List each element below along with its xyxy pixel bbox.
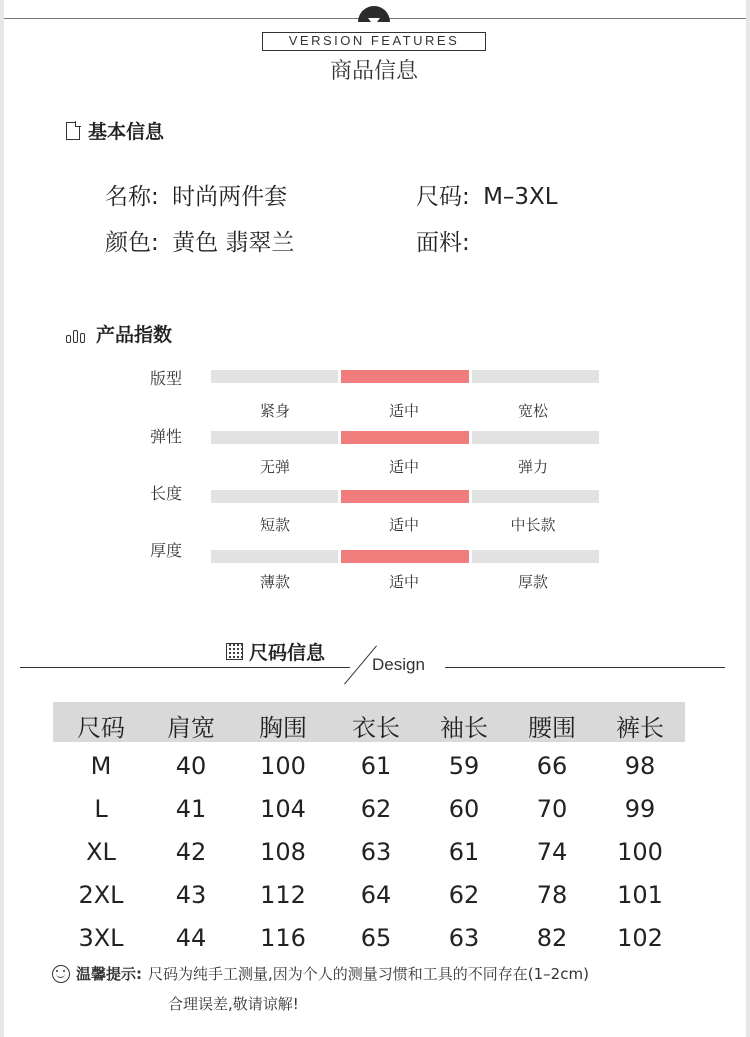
reminder-note bbox=[52, 963, 589, 984]
index-scale-bar bbox=[211, 550, 599, 563]
index-scale-bar bbox=[211, 431, 599, 444]
table-cell: 101 bbox=[617, 881, 663, 909]
table-header-cell: 腰围 bbox=[528, 714, 576, 742]
index-option: 宽松 bbox=[517, 402, 548, 420]
table-header-cell: 肩宽 bbox=[167, 714, 215, 742]
table-cell: 42 bbox=[175, 838, 207, 866]
table-cell: 74 bbox=[536, 838, 568, 866]
table-header-cell: 裤长 bbox=[616, 714, 664, 742]
product-index-title: 产品指数 bbox=[96, 324, 173, 346]
reminder-line-1: 尺码为纯手工测量,因为个人的测量习惯和工具的不同存在(1–2cm) bbox=[148, 965, 589, 983]
basic-info-title: 基本信息 bbox=[88, 121, 165, 143]
index-segment-selected bbox=[341, 550, 468, 563]
frame-border-right bbox=[746, 0, 750, 1037]
size-range-value: M–3XL bbox=[483, 184, 558, 210]
table-cell: 82 bbox=[536, 924, 568, 952]
table-cell: 116 bbox=[260, 924, 306, 952]
color-label: 颜色: bbox=[105, 230, 159, 256]
index-row-label: 长度 bbox=[150, 484, 183, 503]
table-cell: L bbox=[94, 795, 108, 823]
table-header-cell: 胸围 bbox=[259, 714, 307, 742]
table-cell: 3XL bbox=[78, 924, 124, 952]
table-cell: 102 bbox=[617, 924, 663, 952]
reminder-line-2: 合理误差,敬请谅解! bbox=[168, 995, 299, 1013]
index-segment bbox=[472, 490, 599, 503]
table-cell: 43 bbox=[175, 881, 207, 909]
calendar-icon bbox=[226, 643, 243, 660]
index-option: 适中 bbox=[388, 573, 419, 591]
table-cell: 2XL bbox=[78, 881, 124, 909]
table-cell: 62 bbox=[360, 795, 392, 823]
size-info-title: 尺码信息 bbox=[249, 642, 326, 664]
index-option: 短款 bbox=[259, 516, 290, 534]
size-range-label: 尺码: bbox=[416, 184, 470, 210]
index-option: 适中 bbox=[388, 458, 419, 476]
table-cell: 59 bbox=[448, 752, 480, 780]
table-cell: 62 bbox=[448, 881, 480, 909]
divider-left bbox=[20, 667, 350, 668]
index-row-label: 版型 bbox=[150, 369, 183, 388]
table-cell: 112 bbox=[260, 881, 306, 909]
index-scale-bar bbox=[211, 370, 599, 383]
index-segment bbox=[472, 370, 599, 383]
smile-icon bbox=[52, 965, 70, 983]
index-row-label: 弹性 bbox=[150, 427, 183, 446]
index-segment-selected bbox=[341, 490, 468, 503]
reminder-label: 温馨提示: bbox=[76, 965, 142, 983]
table-cell: 70 bbox=[536, 795, 568, 823]
table-cell: 44 bbox=[175, 924, 207, 952]
name-value: 时尚两件套 bbox=[172, 184, 288, 210]
index-segment bbox=[472, 431, 599, 444]
index-option: 薄款 bbox=[259, 573, 290, 591]
table-cell: 41 bbox=[175, 795, 207, 823]
design-label: Design bbox=[372, 655, 425, 674]
size-info-heading bbox=[226, 638, 325, 665]
index-option: 适中 bbox=[388, 516, 419, 534]
index-segment-selected bbox=[341, 370, 468, 383]
product-index-heading bbox=[66, 320, 172, 347]
table-cell: 61 bbox=[360, 752, 392, 780]
table-cell: 40 bbox=[175, 752, 207, 780]
table-cell: 66 bbox=[536, 752, 568, 780]
index-segment bbox=[472, 550, 599, 563]
frame-border-left bbox=[0, 0, 4, 1037]
index-segment-selected bbox=[341, 431, 468, 444]
index-option: 中长款 bbox=[510, 516, 556, 534]
table-cell: 99 bbox=[624, 795, 656, 823]
index-segment bbox=[211, 431, 338, 444]
index-option: 弹力 bbox=[517, 458, 548, 476]
table-header-cell: 衣长 bbox=[352, 714, 400, 742]
table-cell: 98 bbox=[624, 752, 656, 780]
table-cell: 61 bbox=[448, 838, 480, 866]
document-icon bbox=[66, 122, 80, 140]
table-cell: 78 bbox=[536, 881, 568, 909]
table-cell: 100 bbox=[260, 752, 306, 780]
table-cell: 104 bbox=[260, 795, 306, 823]
basic-info-heading bbox=[66, 117, 164, 144]
name-row bbox=[105, 178, 287, 211]
index-option: 厚款 bbox=[517, 573, 548, 591]
table-cell: M bbox=[90, 752, 112, 780]
bar-chart-icon bbox=[66, 325, 88, 343]
table-header-cell: 尺码 bbox=[77, 714, 125, 742]
table-cell: 63 bbox=[360, 838, 392, 866]
table-cell: 100 bbox=[617, 838, 663, 866]
index-segment bbox=[211, 550, 338, 563]
page-subtitle: 商品信息 bbox=[329, 59, 418, 84]
size-range-row bbox=[416, 178, 558, 211]
table-cell: 65 bbox=[360, 924, 392, 952]
table-cell: 60 bbox=[448, 795, 480, 823]
index-segment bbox=[211, 490, 338, 503]
version-features-label: VERSION FEATURES bbox=[262, 32, 486, 51]
table-cell: 108 bbox=[260, 838, 306, 866]
index-row-label: 厚度 bbox=[150, 541, 183, 560]
index-option: 适中 bbox=[388, 402, 419, 420]
name-label: 名称: bbox=[105, 184, 159, 210]
table-cell: 63 bbox=[448, 924, 480, 952]
color-value: 黄色 翡翠兰 bbox=[172, 230, 295, 256]
table-cell: XL bbox=[86, 838, 116, 866]
index-option: 无弹 bbox=[259, 458, 290, 476]
color-row bbox=[105, 224, 294, 257]
fabric-label: 面料: bbox=[416, 230, 470, 256]
table-cell: 64 bbox=[360, 881, 392, 909]
index-option: 紧身 bbox=[259, 402, 290, 420]
fabric-row bbox=[416, 224, 470, 257]
divider-right bbox=[445, 667, 725, 668]
table-header-cell: 袖长 bbox=[440, 714, 488, 742]
index-scale-bar bbox=[211, 490, 599, 503]
index-segment bbox=[211, 370, 338, 383]
